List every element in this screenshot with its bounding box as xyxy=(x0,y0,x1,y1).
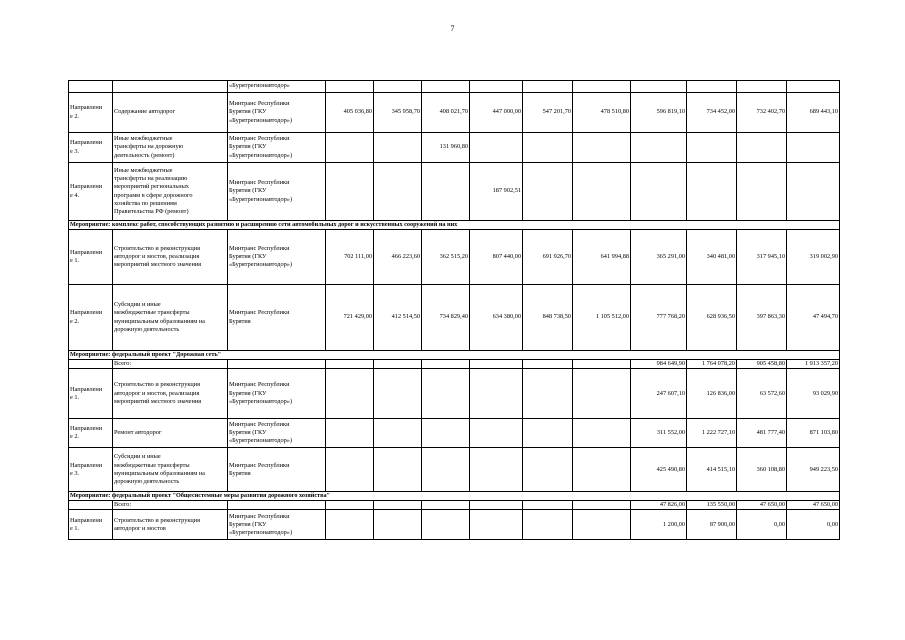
value-cell: 397 863,30 xyxy=(737,285,787,351)
value-cell xyxy=(523,81,573,93)
value-cell: 481 777,40 xyxy=(737,419,787,448)
direction-code-cell xyxy=(69,501,113,510)
value-cell: 1 222 727,10 xyxy=(687,419,737,448)
activity-name-cell: Субсидии и иные межбюджетные трансферты муниципальным образованиям на дорожную деятельность xyxy=(113,285,228,351)
value-cell xyxy=(326,369,374,419)
value-cell xyxy=(687,133,737,163)
activity-name-cell: Строительство и реконструкция автодорог и мостов, реализация мероприятий местного значения xyxy=(113,369,228,419)
value-cell: 641 994,88 xyxy=(573,230,631,285)
page-number: 7 xyxy=(450,24,455,33)
value-cell xyxy=(523,369,573,419)
value-cell: 634 380,00 xyxy=(470,285,523,351)
value-cell: 628 936,50 xyxy=(687,285,737,351)
value-cell xyxy=(326,419,374,448)
value-cell: 1 913 357,20 xyxy=(787,360,840,369)
value-cell xyxy=(573,163,631,221)
table-row xyxy=(69,510,840,540)
value-cell: 412 514,50 xyxy=(374,285,422,351)
value-cell xyxy=(787,163,840,221)
value-cell: 1 764 078,20 xyxy=(687,360,737,369)
value-cell: 87 900,00 xyxy=(687,510,737,540)
value-cell xyxy=(374,419,422,448)
value-cell xyxy=(573,360,631,369)
value-cell xyxy=(374,501,422,510)
value-cell: 47 494,70 xyxy=(787,285,840,351)
value-cell xyxy=(374,163,422,221)
table-row xyxy=(69,230,840,285)
value-cell: 414 515,10 xyxy=(687,448,737,492)
value-cell: 345 958,70 xyxy=(374,93,422,133)
value-cell xyxy=(326,510,374,540)
value-cell: 734 452,00 xyxy=(687,93,737,133)
value-cell xyxy=(326,81,374,93)
value-cell: 405 036,80 xyxy=(326,93,374,133)
value-cell xyxy=(422,419,470,448)
value-cell: 63 572,60 xyxy=(737,369,787,419)
value-cell xyxy=(374,510,422,540)
activity-name-cell: Субсидии и иные межбюджетные трансферты муниципальным образованиям на дорожную деятельность xyxy=(113,448,228,492)
value-cell xyxy=(470,448,523,492)
value-cell xyxy=(422,81,470,93)
table-row xyxy=(69,133,840,163)
value-cell: 1 200,00 xyxy=(631,510,687,540)
value-cell: 777 768,20 xyxy=(631,285,687,351)
direction-code-cell: Направлени е 3. xyxy=(69,448,113,492)
table-row xyxy=(69,81,840,93)
table-row xyxy=(69,93,840,133)
value-cell xyxy=(422,163,470,221)
value-cell xyxy=(737,81,787,93)
value-cell xyxy=(470,419,523,448)
value-cell: 689 443,10 xyxy=(787,93,840,133)
value-cell xyxy=(422,448,470,492)
value-cell xyxy=(573,510,631,540)
activity-name-cell: Содержание автодорог xyxy=(113,93,228,133)
value-cell xyxy=(326,501,374,510)
value-cell: 126 836,00 xyxy=(687,369,737,419)
value-cell: 905 458,80 xyxy=(737,360,787,369)
direction-code-cell: Направлени е 1. xyxy=(69,510,113,540)
direction-code-cell: Направлени е 2. xyxy=(69,285,113,351)
value-cell xyxy=(737,133,787,163)
value-cell: 1 105 512,00 xyxy=(573,285,631,351)
value-cell xyxy=(422,360,470,369)
executor-cell: Минтранс Республики Бурятия (ГКУ «Бурятрегионавтодор») xyxy=(228,419,326,448)
activity-name-cell: Всего: xyxy=(113,501,228,510)
value-cell xyxy=(326,448,374,492)
value-cell xyxy=(422,510,470,540)
executor-cell: Минтранс Республики Бурятия (ГКУ «Бурятрегионавтодор») xyxy=(228,369,326,419)
table-row xyxy=(69,501,840,510)
section-title: Мероприятие: федеральный проект "Общесистемные меры развития дорожного хозяйства" xyxy=(69,492,840,501)
value-cell xyxy=(470,369,523,419)
section-title: Мероприятие: федеральный проект "Дорожная сеть" xyxy=(69,351,840,360)
value-cell: 131 960,80 xyxy=(422,133,470,163)
value-cell xyxy=(523,163,573,221)
value-cell xyxy=(326,133,374,163)
value-cell: 365 291,00 xyxy=(631,230,687,285)
activity-name-cell: Строительство и реконструкция автодорог и мостов xyxy=(113,510,228,540)
value-cell: 47 650,00 xyxy=(787,501,840,510)
value-cell: 478 510,80 xyxy=(573,93,631,133)
table-row xyxy=(69,419,840,448)
direction-code-cell: Направлени е 4. xyxy=(69,163,113,221)
direction-code-cell xyxy=(69,360,113,369)
activity-name-cell: Иные межбюджетные трансферты на реализацию мероприятий региональных программ в сфере дорожного хозяйства по решениям Правительства РФ (ремонт) xyxy=(113,163,228,221)
value-cell: 425 490,80 xyxy=(631,448,687,492)
value-cell xyxy=(374,369,422,419)
value-cell xyxy=(326,163,374,221)
value-cell xyxy=(326,360,374,369)
activity-name-cell xyxy=(113,81,228,93)
direction-code-cell: Направлени е 3. xyxy=(69,133,113,163)
value-cell xyxy=(470,133,523,163)
value-cell xyxy=(523,419,573,448)
value-cell: 732 402,70 xyxy=(737,93,787,133)
value-cell: 247 607,10 xyxy=(631,369,687,419)
value-cell xyxy=(573,419,631,448)
value-cell: 0,00 xyxy=(737,510,787,540)
executor-cell: Минтранс Республики Бурятия (ГКУ «Бурятрегионавтодор») xyxy=(228,93,326,133)
value-cell xyxy=(523,448,573,492)
executor-cell: «Бурятрегионавтодор» xyxy=(228,81,326,93)
direction-code-cell xyxy=(69,81,113,93)
value-cell: 447 000,00 xyxy=(470,93,523,133)
value-cell xyxy=(523,360,573,369)
table-row xyxy=(69,163,840,221)
value-cell: 466 223,60 xyxy=(374,230,422,285)
budget-table xyxy=(68,80,840,540)
executor-cell: Минтранс Республики Бурятия (ГКУ «Бурятрегионавтодор») xyxy=(228,133,326,163)
executor-cell: Минтранс Республики Бурятия (ГКУ «Бурятрегионавтодор») xyxy=(228,230,326,285)
direction-code-cell: Направлени е 2. xyxy=(69,93,113,133)
value-cell: 547 201,70 xyxy=(523,93,573,133)
direction-code-cell: Направлени е 1. xyxy=(69,230,113,285)
value-cell xyxy=(470,501,523,510)
value-cell xyxy=(573,369,631,419)
value-cell xyxy=(631,133,687,163)
value-cell xyxy=(374,133,422,163)
value-cell: 311 552,00 xyxy=(631,419,687,448)
value-cell: 93 029,90 xyxy=(787,369,840,419)
value-cell: 340 481,00 xyxy=(687,230,737,285)
executor-cell xyxy=(228,360,326,369)
value-cell xyxy=(523,510,573,540)
value-cell xyxy=(687,81,737,93)
value-cell xyxy=(573,448,631,492)
value-cell xyxy=(573,81,631,93)
value-cell: 135 550,00 xyxy=(687,501,737,510)
executor-cell xyxy=(228,501,326,510)
value-cell xyxy=(422,501,470,510)
value-cell: 691 926,70 xyxy=(523,230,573,285)
value-cell xyxy=(787,133,840,163)
value-cell xyxy=(470,360,523,369)
value-cell: 734 829,40 xyxy=(422,285,470,351)
section-header-row xyxy=(69,492,840,501)
value-cell: 702 111,00 xyxy=(326,230,374,285)
value-cell xyxy=(631,81,687,93)
executor-cell: Минтранс Республики Бурятия xyxy=(228,448,326,492)
table-row xyxy=(69,369,840,419)
executor-cell: Минтранс Республики Бурятия (ГКУ «Бурятрегионавтодор») xyxy=(228,510,326,540)
table-row xyxy=(69,360,840,369)
direction-code-cell: Направлени е 2. xyxy=(69,419,113,448)
value-cell xyxy=(737,163,787,221)
value-cell: 848 738,50 xyxy=(523,285,573,351)
section-header-row xyxy=(69,221,840,230)
value-cell xyxy=(422,369,470,419)
value-cell xyxy=(374,448,422,492)
value-cell: 317 945,10 xyxy=(737,230,787,285)
value-cell xyxy=(573,501,631,510)
activity-name-cell: Ремонт автодорог xyxy=(113,419,228,448)
value-cell: 187 902,51 xyxy=(470,163,523,221)
value-cell xyxy=(374,81,422,93)
value-cell: 871 103,80 xyxy=(787,419,840,448)
value-cell xyxy=(787,81,840,93)
executor-cell: Минтранс Республики Бурятия (ГКУ «Бурятрегионавтодор») xyxy=(228,163,326,221)
value-cell: 984 649,90 xyxy=(631,360,687,369)
value-cell: 319 002,90 xyxy=(787,230,840,285)
value-cell xyxy=(374,360,422,369)
value-cell: 596 819,10 xyxy=(631,93,687,133)
value-cell xyxy=(687,163,737,221)
value-cell xyxy=(523,501,573,510)
value-cell: 408 021,70 xyxy=(422,93,470,133)
activity-name-cell: Строительство и реконструкция автодорог и мостов, реализация мероприятий местного значения xyxy=(113,230,228,285)
value-cell: 807 440,00 xyxy=(470,230,523,285)
value-cell: 0,00 xyxy=(787,510,840,540)
value-cell: 949 223,50 xyxy=(787,448,840,492)
value-cell: 47 826,00 xyxy=(631,501,687,510)
value-cell: 721 429,00 xyxy=(326,285,374,351)
value-cell xyxy=(573,133,631,163)
direction-code-cell: Направлени е 1. xyxy=(69,369,113,419)
value-cell xyxy=(470,81,523,93)
value-cell: 360 108,80 xyxy=(737,448,787,492)
value-cell xyxy=(470,510,523,540)
value-cell: 362 515,20 xyxy=(422,230,470,285)
section-title: Мероприятие: комплекс работ, способствующих развитию и расширению сети автомобильных дорог и искусственных сооружений на них xyxy=(69,221,840,230)
activity-name-cell: Иные межбюджетные трансферты на дорожную деятельность (ремонт) xyxy=(113,133,228,163)
table-row xyxy=(69,448,840,492)
executor-cell: Минтранс Республики Бурятия xyxy=(228,285,326,351)
value-cell xyxy=(523,133,573,163)
activity-name-cell: Всего: xyxy=(113,360,228,369)
section-header-row xyxy=(69,351,840,360)
value-cell xyxy=(631,163,687,221)
table-row xyxy=(69,285,840,351)
value-cell: 47 650,00 xyxy=(737,501,787,510)
